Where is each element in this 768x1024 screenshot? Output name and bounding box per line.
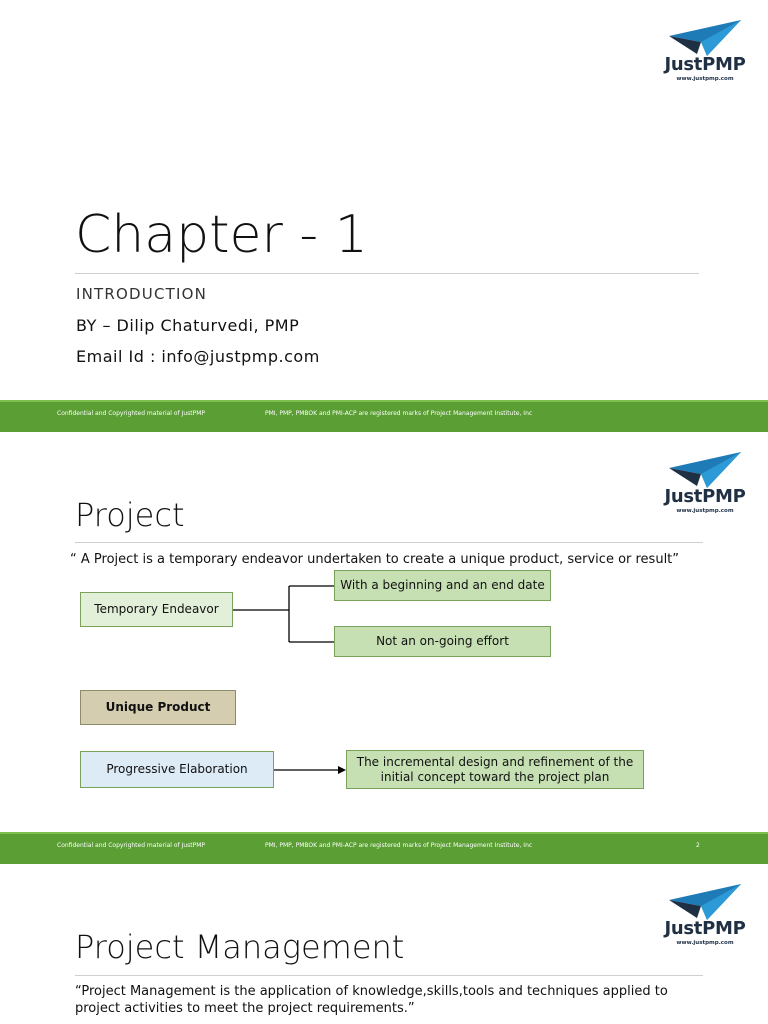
slide-3-title: Project Management	[75, 928, 405, 966]
justpmp-logo	[655, 882, 765, 952]
footer-trademark: PMI, PMP, PMBOK and PMI-ACP are registered marks of Project Management Institute, Inc	[265, 842, 533, 849]
slide-number: 2	[696, 842, 700, 849]
footer-trademark: PMI, PMP, PMBOK and PMI-ACP are registered marks of Project Management Institute, Inc	[265, 410, 533, 417]
box-temporary-endeavor: Temporary Endeavor	[80, 592, 233, 627]
footer-copyright: Confidential and Copyrighted material of JustPMP	[57, 410, 206, 417]
logo-wordmark: JustPMP	[664, 918, 746, 939]
logo-wordmark: JustPMP	[664, 54, 746, 75]
logo-url: www.justpmp.com	[676, 940, 734, 946]
project-management-definition-quote: “Project Management is the application of knowledge,skills,tools and techniques applied to project activities to meet the project requirements.”	[75, 984, 668, 1016]
logo-url: www.justpmp.com	[676, 76, 734, 82]
paper-plane-icon	[667, 882, 747, 922]
logo-wordmark: JustPMP	[664, 486, 746, 507]
email-line: Email Id : info@justpmp.com	[76, 347, 320, 366]
slide-2-title: Project	[75, 496, 185, 534]
box-incremental-design: The incremental design and refinement of the initial concept toward the project plan	[346, 750, 644, 789]
project-definition-quote: “ A Project is a temporary endeavor undertaken to create a unique product, service or result”	[70, 552, 680, 567]
footer-copyright: Confidential and Copyrighted material of JustPMP	[57, 842, 206, 849]
box-beginning-end-date: With a beginning and an end date	[334, 570, 551, 601]
slide-2-footer	[0, 832, 768, 864]
arrow-head-icon	[338, 766, 346, 774]
box-unique-product: Unique Product	[80, 690, 236, 725]
box-not-ongoing: Not an on-going effort	[334, 626, 551, 657]
title-divider	[75, 975, 703, 976]
logo-url: www.justpmp.com	[676, 508, 734, 514]
slide-1-subtitle: INTRODUCTION	[76, 285, 208, 303]
slide-1-title: Chapter - 1	[75, 205, 368, 265]
author-line: BY – Dilip Chaturvedi, PMP	[76, 316, 300, 335]
box-progressive-elaboration: Progressive Elaboration	[80, 751, 274, 788]
